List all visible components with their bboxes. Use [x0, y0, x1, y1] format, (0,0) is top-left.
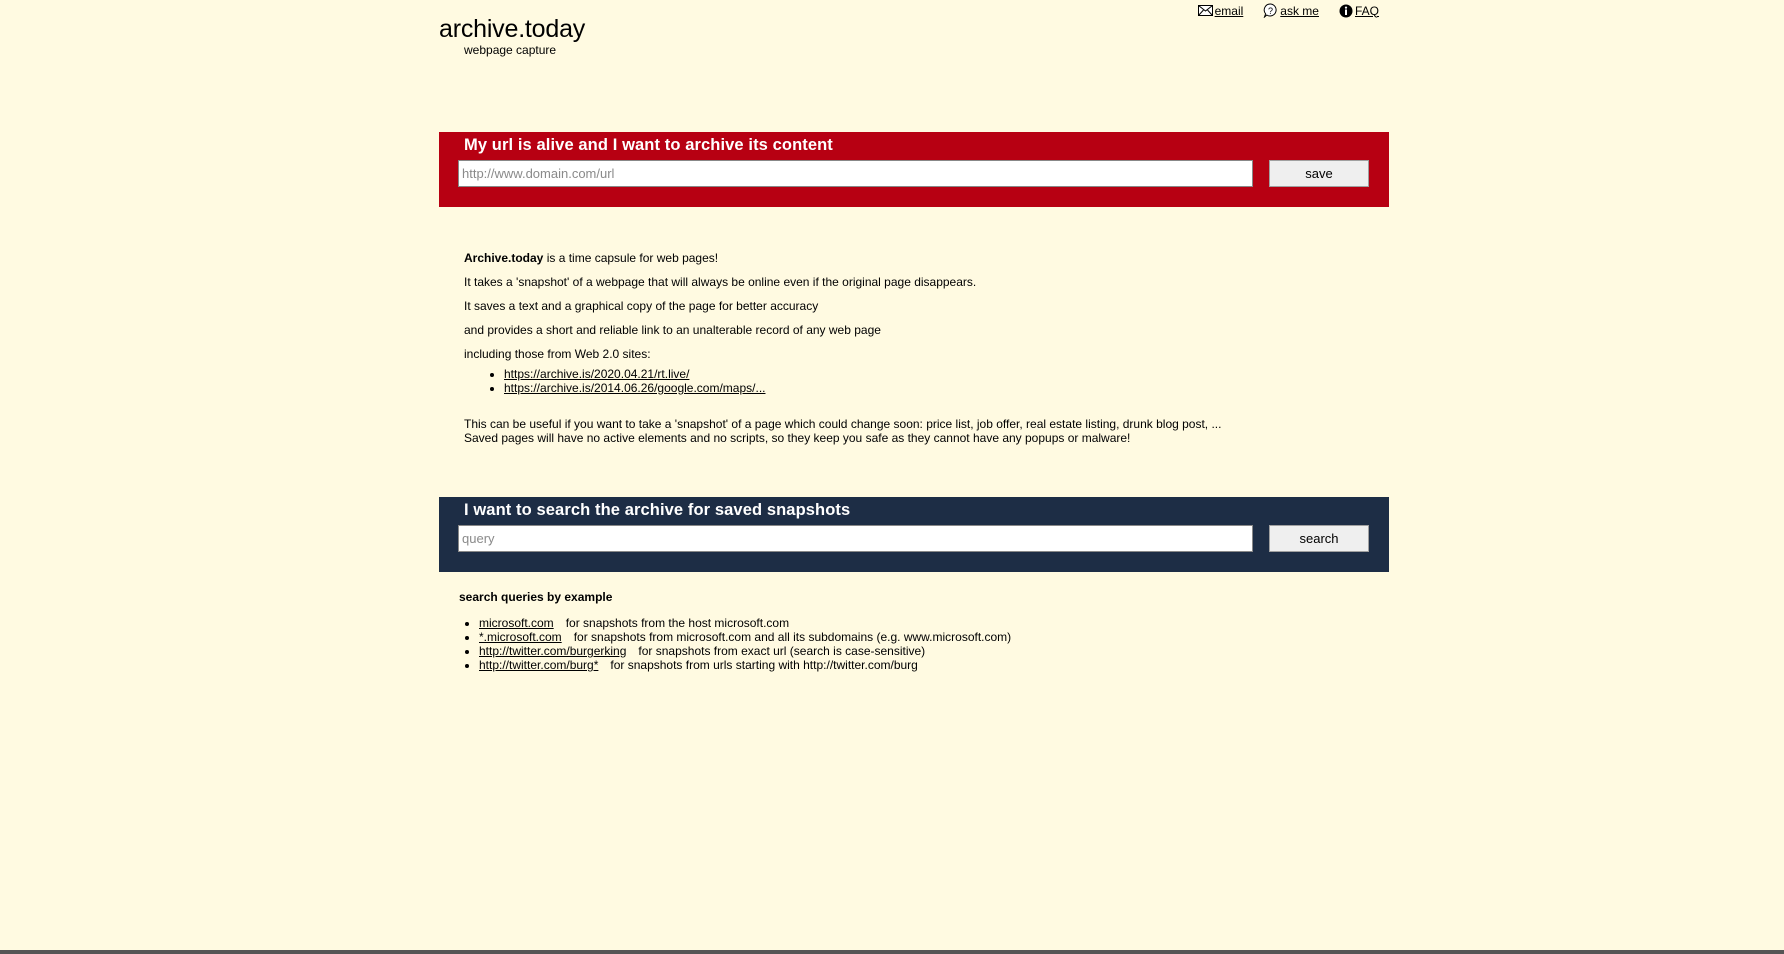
search-example-desc: for snapshots from the host microsoft.com	[565, 616, 790, 630]
example-snapshot-list	[464, 367, 1364, 395]
email-link-label: email	[1214, 3, 1244, 18]
example-snapshot-link[interactable]: https://archive.is/2014.06.26/google.com/maps/...	[504, 381, 766, 395]
site-logo[interactable]: archive.today	[439, 15, 586, 43]
about-line-3: It saves a text and a graphical copy of the page for better accuracy	[464, 299, 819, 313]
url-input[interactable]	[458, 160, 1253, 187]
search-example-link[interactable]: http://twitter.com/burg*	[479, 658, 599, 672]
search-example-desc: for snapshots from urls starting with http://twitter.com/burg	[610, 658, 918, 672]
list-item	[479, 616, 1359, 630]
list-item	[479, 630, 1359, 644]
info-icon	[1339, 4, 1353, 18]
site-tagline: webpage capture	[464, 43, 557, 57]
about-brand: Archive.today	[464, 251, 544, 265]
search-button[interactable]: search	[1269, 525, 1369, 552]
about-note-line-1: This can be useful if you want to take a 'snapshot' of a page which could change soon: price list, job offer, real estate listing, drunk blog post, ...	[464, 417, 1222, 431]
search-example-desc: for snapshots from exact url (search is case-sensitive)	[638, 644, 926, 658]
search-example-link[interactable]: microsoft.com	[479, 616, 554, 630]
list-item	[479, 658, 1359, 672]
about-line-5: including those from Web 2.0 sites:	[464, 347, 651, 361]
list-item	[504, 367, 1364, 381]
search-example-link[interactable]: http://twitter.com/burgerking	[479, 644, 627, 658]
save-panel	[439, 132, 1389, 207]
search-input[interactable]	[458, 525, 1253, 552]
list-item	[479, 644, 1359, 658]
about-line-2: It takes a 'snapshot' of a webpage that will always be online even if the original page disappears.	[464, 275, 977, 289]
search-panel	[439, 497, 1389, 572]
about-intro-text: is a time capsule for web pages!	[543, 251, 719, 265]
list-item	[504, 381, 1364, 395]
search-example-list	[459, 616, 1359, 672]
window-bottom-edge	[0, 950, 1784, 954]
about-note-line-2: Saved pages will have no active elements and no scripts, so they keep you safe as they cannot have any popups or malware!	[464, 431, 1131, 445]
search-examples	[459, 590, 1359, 672]
save-button[interactable]: save	[1269, 160, 1369, 187]
search-panel-title: I want to search the archive for saved snapshots	[464, 501, 851, 519]
envelope-icon	[1198, 5, 1213, 16]
about-note	[464, 417, 1364, 445]
about-section	[464, 251, 1364, 445]
search-example-link[interactable]: *.microsoft.com	[479, 630, 562, 644]
search-examples-title: search queries by example	[459, 590, 613, 604]
svg-text:?: ?	[1268, 6, 1274, 16]
top-links	[1198, 3, 1379, 18]
question-bubble-icon	[1263, 3, 1278, 18]
example-snapshot-link[interactable]: https://archive.is/2020.04.21/rt.live/	[504, 367, 690, 381]
ask-me-link[interactable]	[1263, 3, 1319, 18]
faq-label: FAQ	[1354, 3, 1379, 18]
about-intro	[464, 251, 1364, 265]
faq-link[interactable]	[1339, 4, 1379, 18]
ask-me-label: ask me	[1280, 3, 1319, 18]
about-line-4: and provides a short and reliable link to an unalterable record of any web page	[464, 323, 881, 337]
search-example-desc: for snapshots from microsoft.com and all its subdomains (e.g. www.microsoft.com)	[573, 630, 1012, 644]
email-link[interactable]	[1198, 4, 1244, 18]
save-panel-title: My url is alive and I want to archive its content	[464, 136, 833, 154]
